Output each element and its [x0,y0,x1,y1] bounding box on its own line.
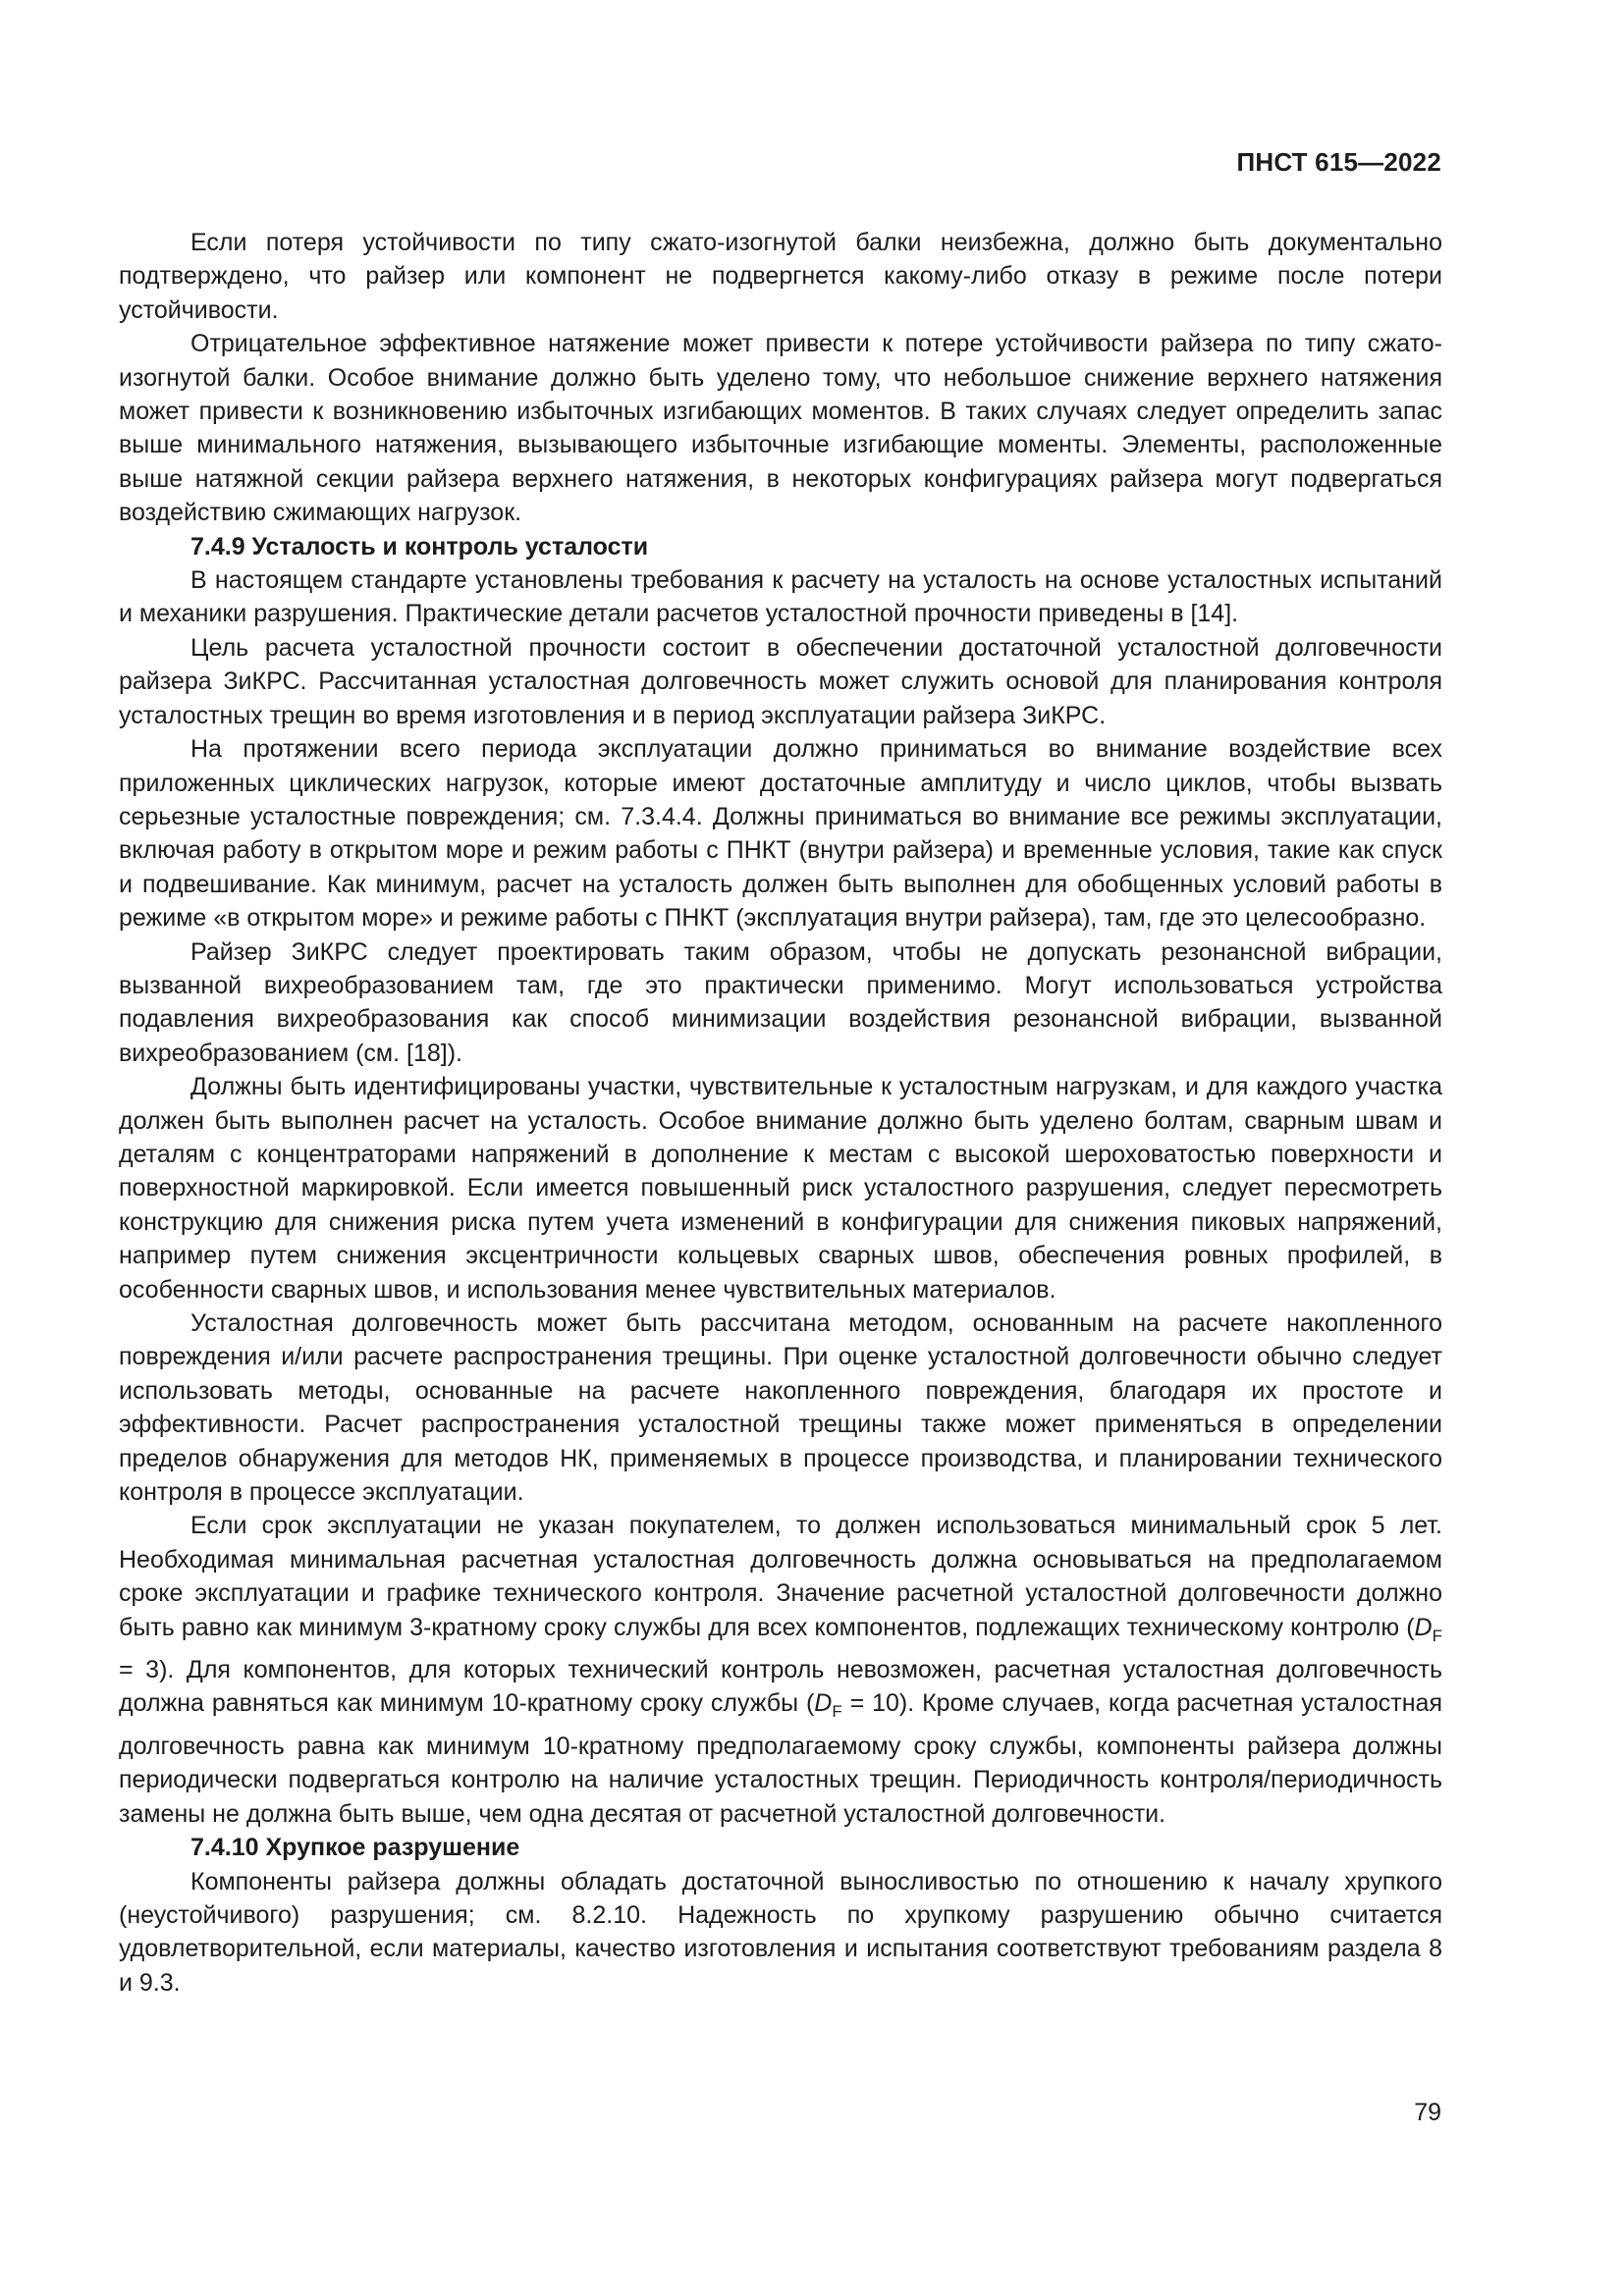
section-heading: 7.4.9 Усталость и контроль усталости [190,532,649,561]
paragraph: Если потеря устойчивости по типу сжато-изогнутой балки неизбежна, должно быть документально подтверждено, что райзер или компонент не подвергнется какому-либо отказу в режиме после потери устойчивости. [119,229,1442,324]
symbol-subscript: F [1432,1626,1442,1645]
paragraph: Компоненты райзера должны обладать достаточной выносливостью по отношению к началу хрупкого (неустойчивого) разрушения; см. 8.2.10. Надежность по хрупкому разрушению обычно считается удовлетворительной, если материалы, качество изготовления и испытания соответствуют требованиям раздела 8 и 9.3. [119,1867,1442,1997]
section-heading: 7.4.10 Хрупкое разрушение [190,1834,520,1862]
paragraph-fatigue-life [119,1509,1442,1831]
text-run: = 10). Кроме случаев, когда расчетная усталостная долговечность равна как минимум 10-кратному предполагаемому сроку службы, компоненты райзера должны периодически подвергаться контролю на наличие усталостных трещин. Периодичность контроля/периодичность замены не должна быть выше, чем одна десятая от расчетной усталостной долговечности. [119,1689,1442,1828]
paragraph: Должны быть идентифицированы участки, чувствительные к усталостным нагрузкам, и для каждого участка должен быть выполнен расчет на усталость. Особое внимание должно быть уделено болтам, сварным швам и деталям с концентраторами напряжений в дополнение к местам с высокой шероховатостью поверхности и поверхностной маркировкой. Если имеется повышенный риск усталостного разрушения, следует пересмотреть конструкцию для снижения риска путем учета изменений в конфигурации для снижения пиковых напряжений, например путем снижения эксцентричности кольцевых сварных швов, обеспечения ровных профилей, в особенности сварных швов, и использования менее чувствительных материалов. [119,1073,1442,1304]
text-run: = 3). Для компонентов, для которых технический контроль невозможен, расчетная усталостная долговечность должна равняться как минимум 10-кратному сроку службы ( [119,1656,1442,1718]
paragraph: Цель расчета усталостной прочности состоит в обеспечении достаточной усталостной долговечности райзера ЗиКРС. Рассчитанная усталостная долговечность может служить основой для планирования контроля усталостных трещин во время изготовления и в период эксплуатации райзера ЗиКРС. [119,633,1442,729]
paragraph: Отрицательное эффективное натяжение может привести к потере устойчивости райзера по типу сжато-изогнутой балки. Особое внимание должно быть уделено тому, что небольшое снижение верхнего натяжения может привести к возникновению избыточных изгибающих моментов. В таких случаях следует определить запас выше минимального натяжения, вызывающего избыточные изгибающие моменты. Элементы, расположенные выше натяжной секции райзера верхнего натяжения, в некоторых конфигурациях райзера могут подвергаться воздействию сжимающих нагрузок. [119,330,1442,527]
text-run: Если срок эксплуатации не указан покупателем, то должен использоваться минимальный срок 5 лет. Необходимая минимальная расчетная усталостная долговечность должна основываться на предполагаемом сроке эксплуатации и графике технического контроля. Значение расчетной усталостной долговечности должно быть равно как минимум 3-кратному сроку службы для всех компонентов, подлежащих техническому контролю ( [119,1512,1442,1641]
page-number: 79 [1414,2099,1441,2126]
document-code: ПНСТ 615—2022 [1236,147,1441,177]
symbol-subscript: F [832,1702,842,1722]
paragraph: В настоящем стандарте установлены требования к расчету на усталость на основе усталостных испытаний и механики разрушения. Практические детали расчетов усталостной прочности приведены в [14]. [119,566,1442,628]
symbol-d: D [1414,1613,1433,1641]
paragraph: Усталостная долговечность может быть рассчитана методом, основанным на расчете накопленного повреждения и/или расчете распространения трещины. При оценке усталостной долговечности обычно следует использовать методы, основанные на расчете накопленного повреждения, благодаря их простоте и эффективности. Расчет распространения усталостной трещины также может применяться в определении пределов обнаружения для методов НК, применяемых в процессе производства, и планировании технического контроля в процессе эксплуатации. [119,1309,1442,1507]
paragraph: На протяжении всего периода эксплуатации должно приниматься во внимание воздействие всех приложенных циклических нагрузок, которые имеют достаточные амплитуду и число циклов, чтобы вызвать серьезные усталостные повреждения; см. 7.3.4.4. Должны приниматься во внимание все режимы эксплуатации, включая работу в открытом море и режим работы с ПНКТ (внутри райзера) и временные условия, такие как спуск и подвешивание. Как минимум, расчет на усталость должен быть выполнен для обобщенных условий работы в режиме «в открытом море» и режиме работы с ПНКТ (эксплуатация внутри райзера), там, где это целесообразно. [119,735,1442,933]
symbol-d: D [814,1689,833,1718]
document-body [119,226,1442,2000]
paragraph: Райзер ЗиКРС следует проектировать таким образом, чтобы не допускать резонансной вибрации, вызванной вихреобразованием там, где это практически применимо. Могут использоваться устройства подавления вихреобразования как способ минимизации воздействия резонансной вибрации, вызванной вихреобразованием (см. [18]). [119,937,1442,1067]
